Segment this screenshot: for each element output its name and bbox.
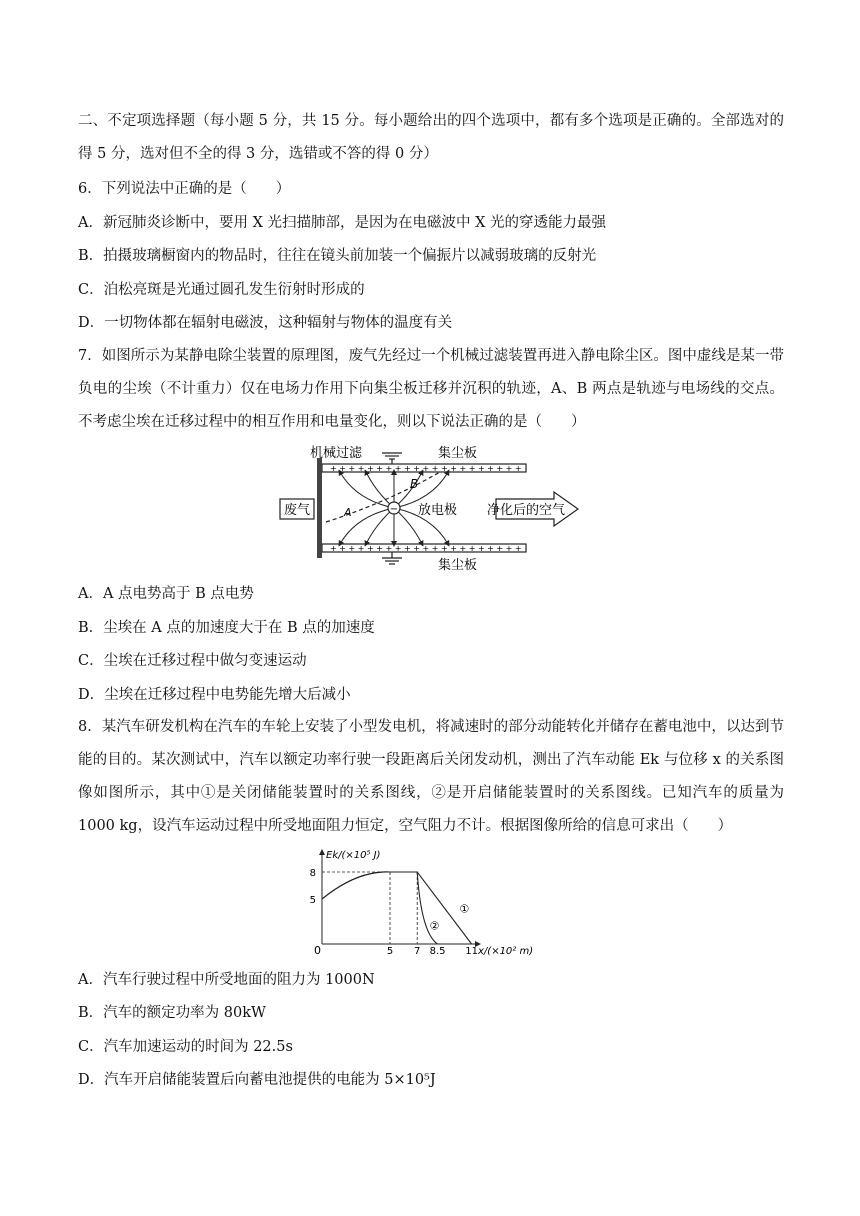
q8-stem: 8．某汽车研发机构在汽车的车轮上安装了小型发电机，将减速时的部分动能转化并储存在蓄电池中，以达到节能的目的。某次测试中，汽车以额定功率行驶一段距离后关闭发动机，测出了汽车动能 Ek 与位移 x 的关系图像如图所示，其中①是关闭储能装置时的关系图线，②是开启储能装置时的关系图线。已知汽车的质量为 1000 kg，设汽车运动过程中所受地面阻力恒定，空气阻力不计。根据图像所给的信息可求出（ ） [78, 719, 784, 834]
section-header: 二、不定项选择题（每小题 5 分，共 15 分。每小题给出的四个选项中，都有多个选项是正确的。全部选对的得 5 分，选对但不全的得 3 分，选错或不答的得 0 分） [78, 113, 784, 162]
q7-option-d: D．尘埃在迁移过程中电势能先增大后减小 [78, 687, 351, 703]
y-tick-label: 8 [309, 868, 316, 879]
q6-stem: 6．下列说法中正确的是（ ） [78, 181, 291, 197]
origin-label: 0 [314, 944, 321, 957]
x-axis-label: x/(×10² m) [478, 946, 534, 957]
electrode-sign: − [389, 504, 399, 515]
clean-air-label: 净化后的空气 [486, 503, 566, 518]
series-label-1: ① [459, 902, 470, 916]
precipitator-diagram [278, 442, 582, 574]
q7-option-a: A．A 点电势高于 B 点电势 [78, 586, 254, 602]
plate-top-label: 集尘板 [438, 446, 478, 461]
series-line-2 [322, 872, 438, 944]
mechanical-filter [317, 458, 322, 558]
point-a-label: A [344, 506, 352, 519]
x-tick-label: 7 [414, 946, 421, 957]
ground-symbol-bottom [382, 552, 402, 564]
filter-label: 机械过滤 [310, 446, 363, 461]
q7-option-b: B．尘埃在 A 点的加速度大于在 B 点的加速度 [78, 620, 375, 636]
series-line-1 [322, 872, 472, 944]
q8-option-c: C．汽车加速运动的时间为 22.5s [78, 1039, 293, 1055]
guide-lines [322, 872, 417, 944]
series-label-2: ② [429, 919, 440, 933]
x-tick-label: 11 [465, 946, 478, 957]
electrode-label: 放电极 [418, 503, 458, 518]
series-group [322, 872, 472, 944]
ek-x-chart [300, 846, 560, 960]
q6-option-c: C．泊松亮斑是光通过圆孔发生衍射时形成的 [78, 282, 365, 298]
precipitator-figure [278, 442, 582, 574]
y-tick-label: 5 [309, 895, 316, 906]
point-b-label: B [410, 477, 419, 491]
q6-option-b: B．拍摄玻璃橱窗内的物品时，往往在镜头前加装一个偏振片以减弱玻璃的反射光 [78, 248, 597, 264]
plate-top-charges: + + + + + + + + + + + + + + + + + + + + + [330, 464, 522, 473]
x-tick-label: 8.5 [429, 946, 446, 957]
plate-bottom-charges: + + + + + + + + + + + + + + + + + + + + + [330, 544, 522, 553]
q7-option-c: C．尘埃在迁移过程中做匀变速运动 [78, 653, 307, 669]
plate-bottom-label: 集尘板 [438, 558, 478, 573]
q8-option-d: D．汽车开启储能装置后向蓄电池提供的电能为 5×10⁵J [78, 1072, 436, 1088]
y-axis-label: Ek/(×10⁵ J) [326, 850, 381, 861]
q8-option-b: B．汽车的额定功率为 80kW [78, 1005, 266, 1021]
x-tick-label: 5 [386, 946, 394, 957]
q6-option-d: D．一切物体都在辐射电磁波，这种辐射与物体的温度有关 [78, 315, 453, 331]
q8-option-a: A．汽车行驶过程中所受地面的阻力为 1000N [78, 972, 375, 988]
q6-option-a: A．新冠肺炎诊断中，要用 X 光扫描肺部，是因为在电磁波中 X 光的穿透能力最强 [78, 215, 607, 231]
ground-symbol-top [382, 453, 402, 464]
exhaust-label: 废气 [283, 503, 311, 518]
q7-stem: 7．如图所示为某静电除尘装置的原理图，废气先经过一个机械过滤装置再进入静电除尘区。图中虚线是某一带负电的尘埃（不计重力）仅在电场力作用下向集尘板迁移并沉积的轨迹，A、B 两点是轨迹与电场线的交点。不考虑尘埃在迁移过程中的相互作用和电量变化，则以下说法正确的是（ ） [78, 348, 784, 430]
ek-x-plot [300, 846, 560, 960]
